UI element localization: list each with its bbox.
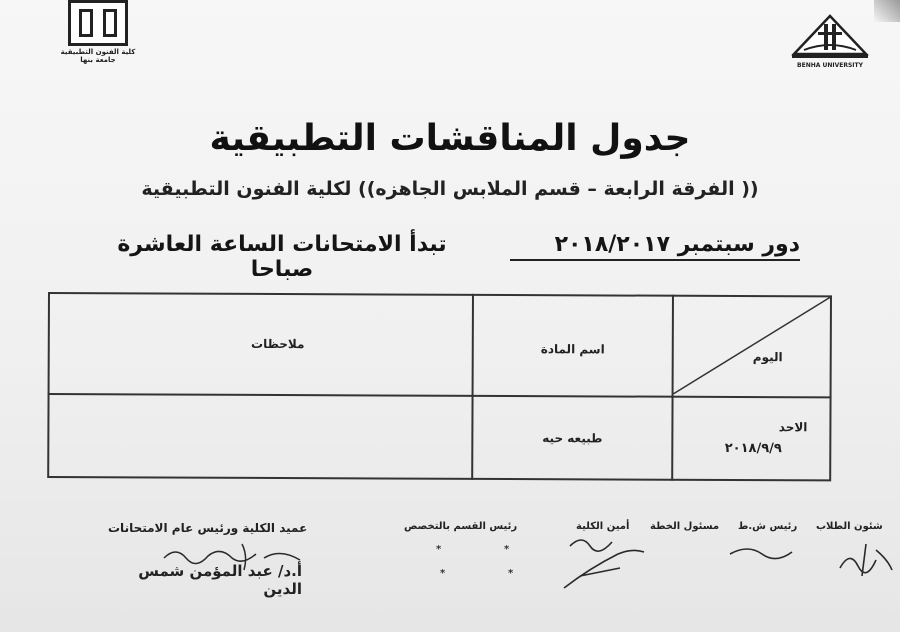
row-date: ٢٠١٨/٩/٩ (724, 440, 782, 457)
sig-specialization-head: رئيس القسم بالتخصص (404, 521, 518, 532)
exam-session: دور سبتمبر ٢٠١٨/٢٠١٧ (510, 232, 800, 261)
schedule-table (47, 292, 832, 481)
university-logo-caption: BENHA UNIVERSITY (797, 62, 863, 69)
sig-college-secretary: أمين الكلية (576, 521, 630, 532)
dean-name: أ.د/ عبد المؤمن شمس الدين (138, 562, 302, 598)
university-emblem (788, 14, 872, 72)
university-logo (788, 14, 872, 72)
sig-dean-title: عميد الكلية ورئيس عام الامتحانات (108, 521, 308, 535)
faculty-logo-caption: كلية الفنون التطبيقية جامعة بنها (60, 48, 136, 64)
page-title: جدول المناقشات التطبيقية (209, 118, 691, 159)
signature-dean (160, 540, 310, 574)
sig-student-affairs: شئون الطلاب (816, 521, 883, 532)
sig-plan-officer: مسئول الخطة (650, 521, 720, 532)
sig-dept-head-sb: رئيس ش.ط (738, 521, 798, 532)
mark-3: * (508, 568, 514, 579)
mark-2: * (436, 544, 442, 555)
header-notes: ملاحظات (251, 336, 305, 352)
signature-student-affairs (836, 540, 896, 580)
mark-4: * (440, 568, 446, 579)
page-subtitle: (( الفرقة الرابعة – قسم الملابس الجاهزه)) لكلية الفنون التطبيقية (141, 178, 759, 200)
header-day: اليوم (752, 350, 783, 365)
row-subject: طبيعه حيه (542, 431, 603, 446)
mark-1: * (504, 544, 510, 555)
faculty-logo-mark (68, 0, 128, 46)
day-header-diagonal (672, 295, 832, 397)
faculty-logo (60, 0, 136, 72)
signature-college-secretary (560, 532, 650, 592)
page-shadow (874, 0, 900, 22)
header-subject: اسم المادة (540, 342, 605, 357)
row-day: الاحد (778, 420, 808, 435)
signature-dept-head (728, 540, 798, 564)
exam-start-note: تبدأ الامتحانات الساعة العاشرة صباحا (117, 232, 447, 282)
